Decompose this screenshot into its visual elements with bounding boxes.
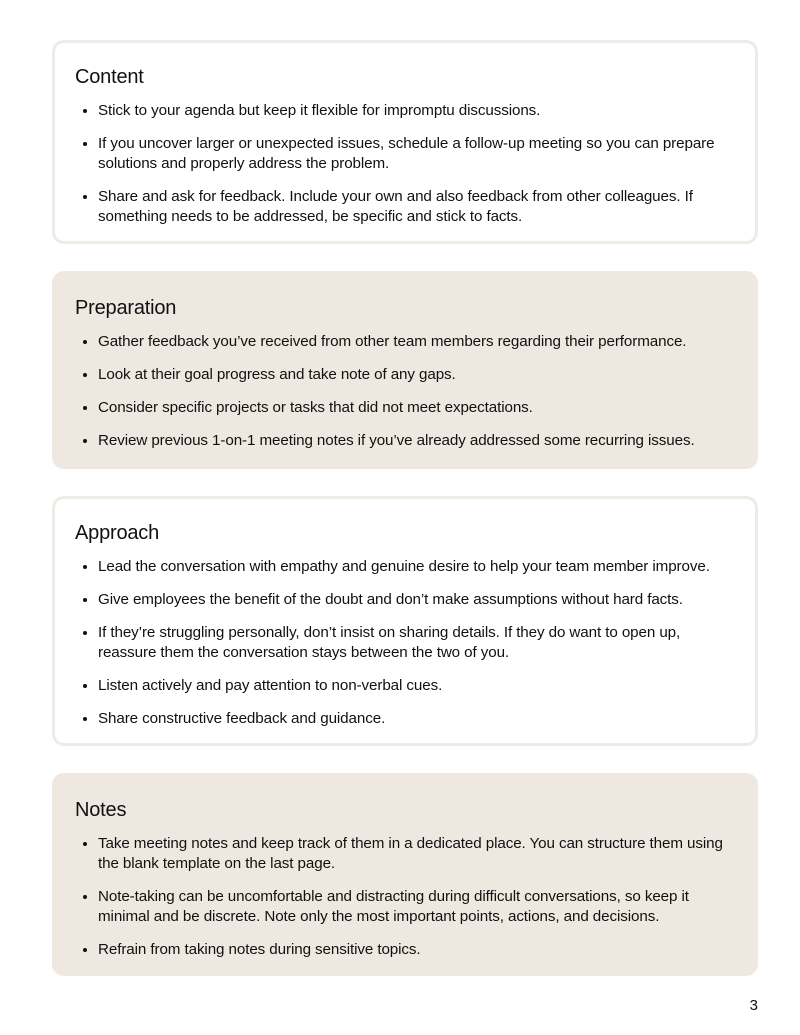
notes-section (52, 773, 758, 976)
bullet-list (75, 834, 733, 960)
list-item: • Review previous 1-on-1 meeting notes if you’ve already addressed some recurring issues. (98, 431, 733, 451)
content-section (52, 40, 758, 244)
approach-section (52, 496, 758, 746)
list-item: • Consider specific projects or tasks that did not meet expectations. (98, 398, 733, 418)
section-title: Notes (75, 799, 127, 821)
list-item: • Share and ask for feedback. Include your own and also feedback from other colleagues. If something needs to be addressed, be specific and stick to facts. (98, 187, 733, 227)
list-item: • Lead the conversation with empathy and genuine desire to help your team member improve. (98, 557, 733, 577)
bullet-list (75, 101, 733, 227)
bullet-list (75, 557, 733, 729)
list-item: • Look at their goal progress and take note of any gaps. (98, 365, 733, 385)
page-number: 3 (749, 997, 758, 1014)
list-item: • Refrain from taking notes during sensitive topics. (98, 940, 733, 960)
bullet-list (75, 332, 733, 451)
list-item: • Take meeting notes and keep track of them in a dedicated place. You can structure them using the blank template on the last page. (98, 834, 733, 874)
section-title: Preparation (75, 297, 177, 319)
list-item: • If they’re struggling personally, don’t insist on sharing details. If they do want to open up, reassure them the conversation stays between the two of you. (98, 623, 733, 663)
section-title: Content (75, 66, 144, 88)
section-title: Approach (75, 522, 160, 544)
list-item: • Gather feedback you’ve received from other team members regarding their performance. (98, 332, 733, 352)
list-item: • If you uncover larger or unexpected issues, schedule a follow-up meeting so you can prepare solutions and properly address the problem. (98, 134, 733, 174)
list-item: • Listen actively and pay attention to non-verbal cues. (98, 676, 733, 696)
list-item: • Note-taking can be uncomfortable and distracting during difficult conversations, so keep it minimal and be discrete. Note only the most important points, actions, and decisions. (98, 887, 733, 927)
preparation-section (52, 271, 758, 469)
list-item: • Stick to your agenda but keep it flexible for impromptu discussions. (98, 101, 733, 121)
list-item: • Share constructive feedback and guidance. (98, 709, 733, 729)
list-item: • Give employees the benefit of the doubt and don’t make assumptions without hard facts. (98, 590, 733, 610)
